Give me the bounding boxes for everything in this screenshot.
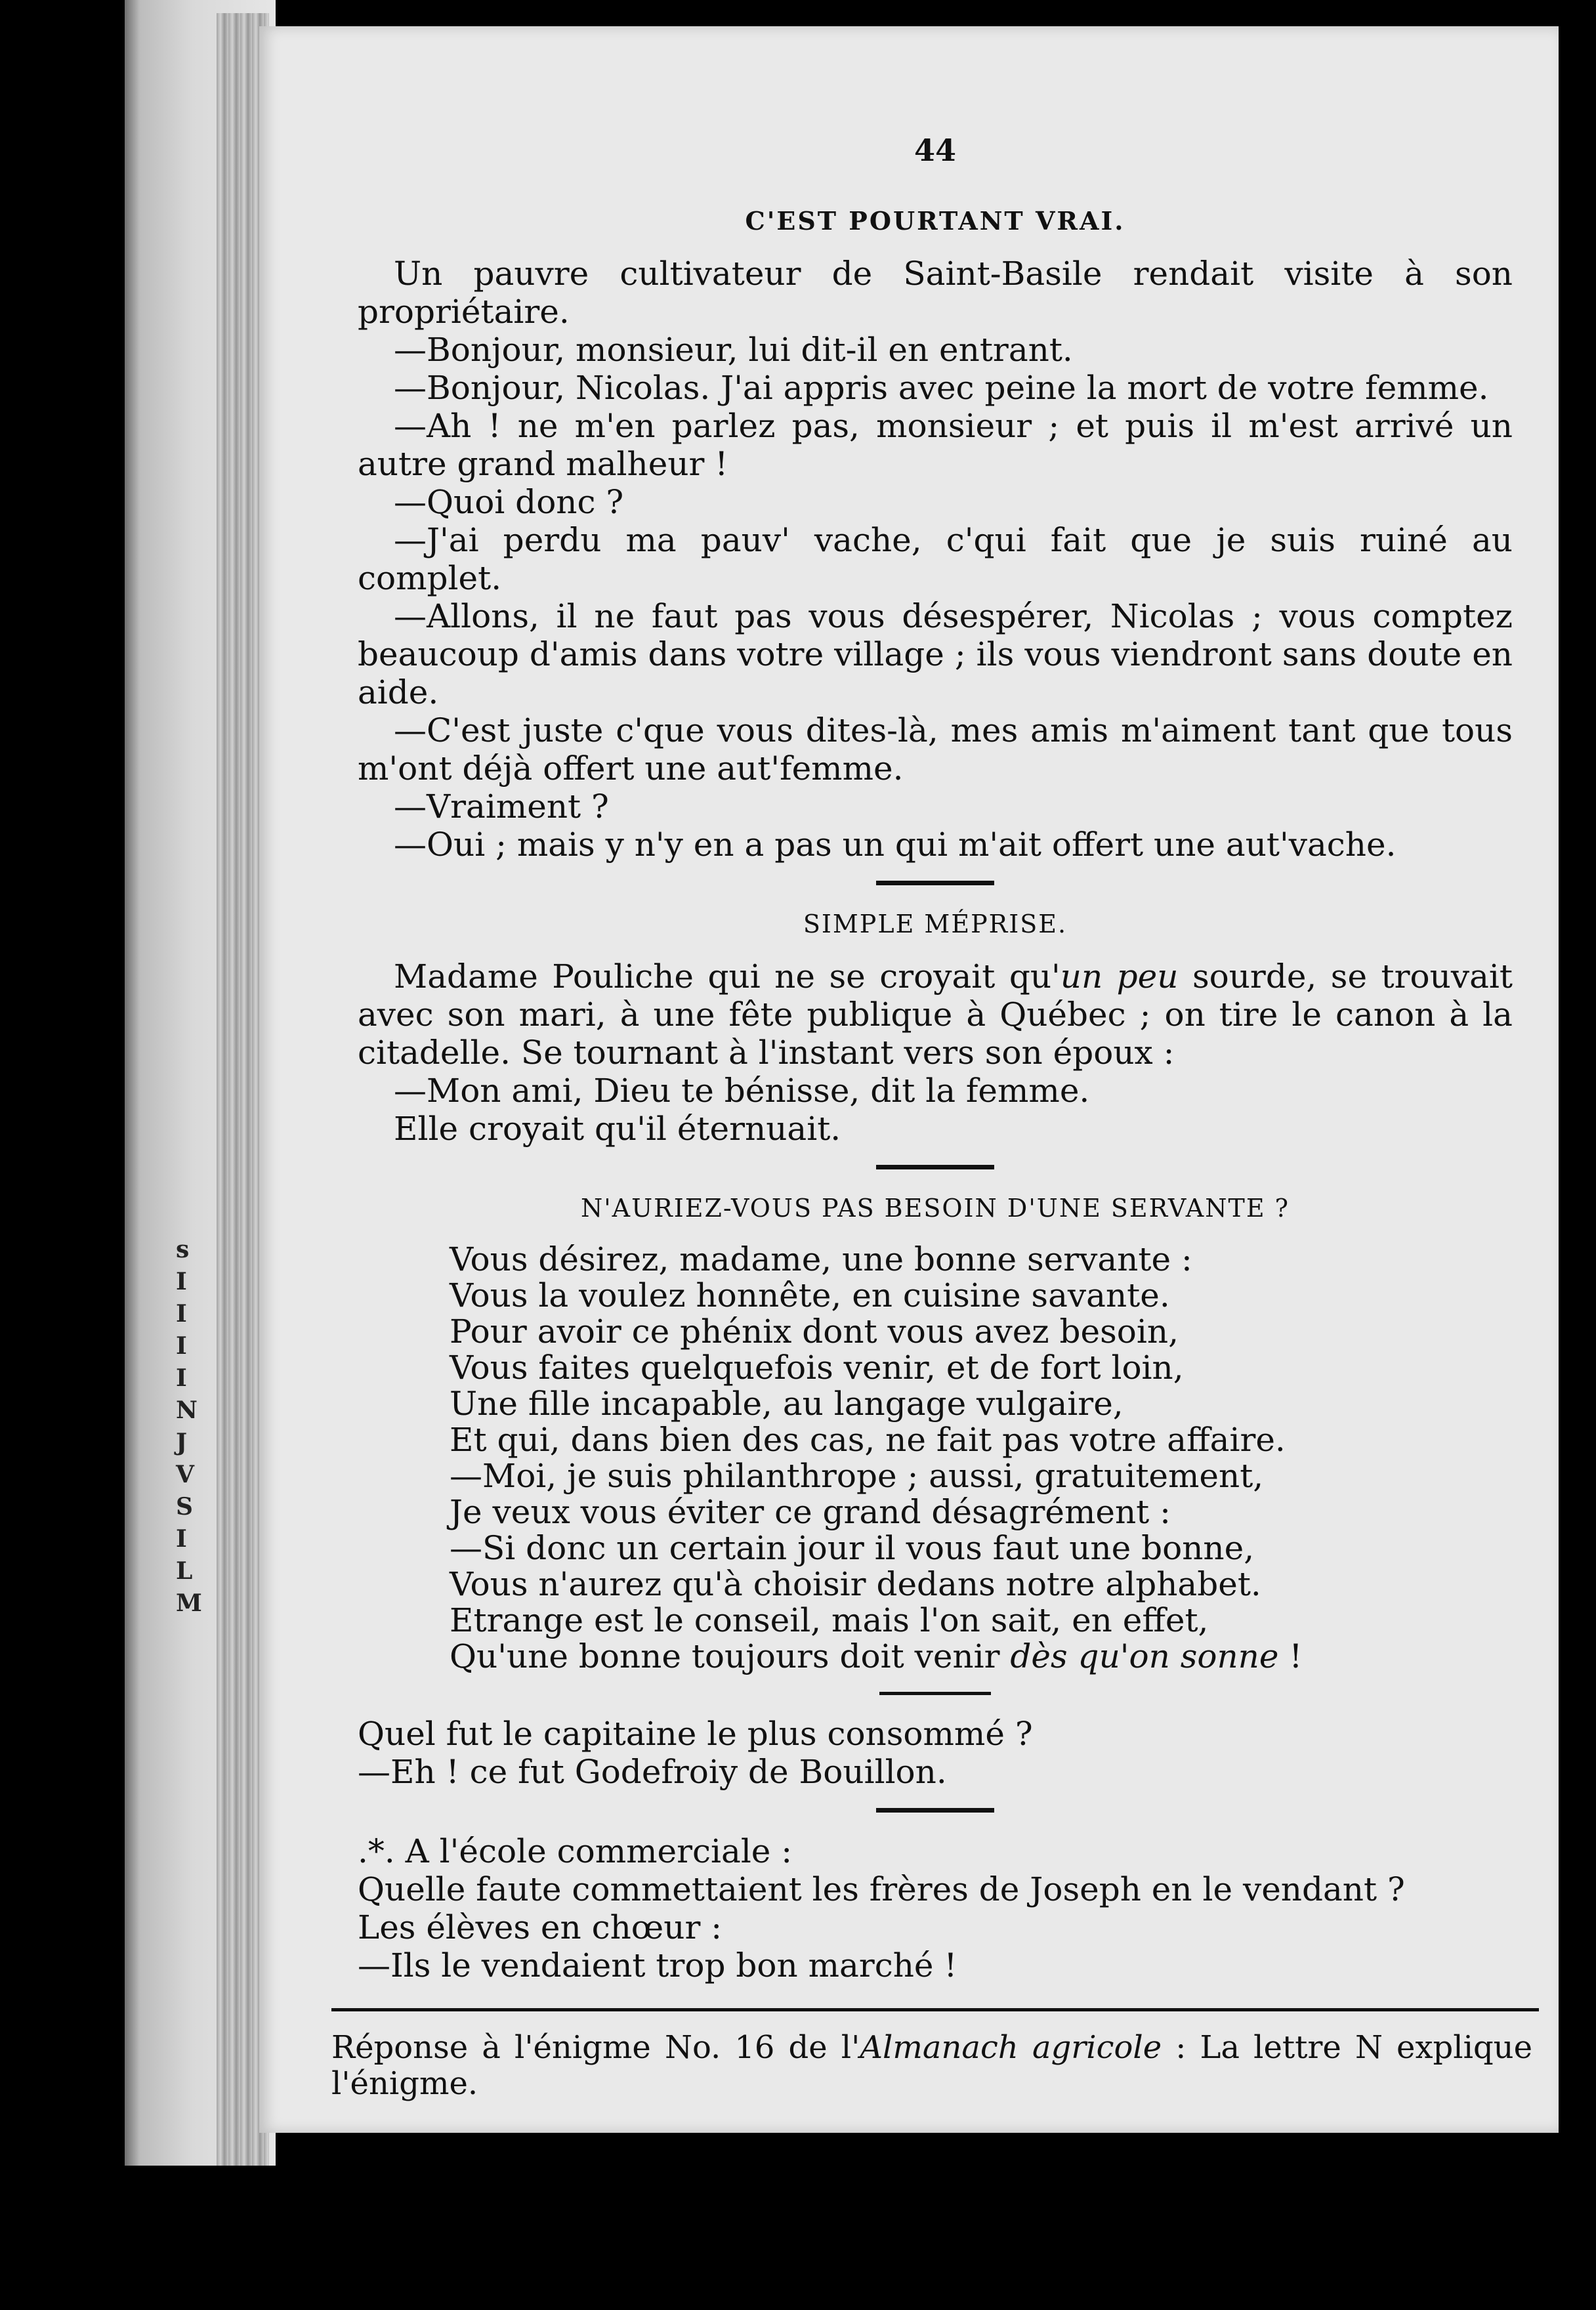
text-run: Réponse à l'énigme No. 16 de l': [331, 2029, 860, 2066]
gutter-letter: I: [176, 1268, 187, 1295]
gutter-letter: V: [176, 1461, 194, 1488]
paragraph: —Vraiment ?: [394, 788, 609, 826]
poem-line: Etrange est le conseil, mais l'on sait, en effet,: [450, 1601, 1209, 1639]
gutter-letter: M: [176, 1589, 202, 1617]
paragraph: Elle croyait qu'il éternuait.: [394, 1110, 841, 1148]
poem-line: [450, 1639, 1513, 1675]
poem: [450, 1242, 1513, 1675]
gutter-letter: J: [176, 1429, 188, 1456]
section-title-servante: N'AURIEZ-VOUS PAS BESOIN D'UNE SERVANTE ?: [580, 1194, 1290, 1223]
gutter-letter: S: [176, 1493, 193, 1521]
section-divider: [876, 1808, 994, 1813]
poem-line: Je veux vous éviter ce grand désagrément :: [450, 1493, 1171, 1531]
anecdote-line: Les élèves en chœur :: [358, 1908, 723, 1946]
anecdote-line: —Ils le vendaient trop bon marché !: [358, 1946, 957, 1984]
gutter-letter: I: [176, 1332, 187, 1360]
poem-line: Pour avoir ce phénix dont vous avez besoin,: [450, 1312, 1179, 1351]
poem-line: Et qui, dans bien des cas, ne fait pas votre affaire.: [450, 1421, 1286, 1459]
text-run: : La lettre N explique l'énigme.: [331, 2029, 1533, 2102]
paragraph: —Mon ami, Dieu te bénisse, dit la femme.: [394, 1072, 1090, 1110]
poem-line: Vous la voulez honnête, en cuisine savante.: [450, 1276, 1170, 1314]
paragraph: —Allons, il ne faut pas vous désespérer, Nicolas ; vous comptez beaucoup d'amis dans votre village ; ils vous viendront sans doute en aide.: [358, 597, 1513, 711]
gutter-letter: N: [176, 1396, 198, 1424]
paragraph: —Quoi donc ?: [394, 483, 624, 521]
book-page: [259, 26, 1559, 2133]
gutter-letter: I: [176, 1300, 187, 1328]
paragraph: [358, 957, 1513, 1072]
footnote: [331, 2030, 1532, 2102]
riddle-answer: —Eh ! ce fut Godefroiy de Bouillon.: [358, 1753, 947, 1791]
paragraph: —J'ai perdu ma pauv' vache, c'qui fait que je suis ruiné au complet.: [358, 521, 1513, 597]
gutter-letter: I: [176, 1525, 187, 1553]
text-run: Madame Pouliche qui ne se croyait qu': [394, 957, 1060, 996]
page-number: 44: [914, 133, 956, 168]
italic-text: Almanach agricole: [860, 2029, 1162, 2066]
poem-line: —Si donc un certain jour il vous faut une bonne,: [450, 1529, 1255, 1567]
anecdote-line: Quelle faute commettaient les frères de Joseph en le vendant ?: [358, 1870, 1405, 1908]
poem-line: Vous désirez, madame, une bonne servante :: [450, 1240, 1192, 1278]
gutter-letter: s: [176, 1236, 190, 1263]
poem-line: —Moi, je suis philanthrope ; aussi, gratuitement,: [450, 1457, 1264, 1495]
riddle-question: Quel fut le capitaine le plus consommé ?: [358, 1715, 1033, 1753]
paragraph: —Oui ; mais y n'y en a pas un qui m'ait offert une aut'vache.: [394, 826, 1396, 864]
poem-line: Vous faites quelquefois venir, et de fort loin,: [450, 1349, 1184, 1387]
text-run: Qu'une bonne toujours doit venir: [450, 1637, 1011, 1675]
paragraph: —C'est juste c'que vous dites-là, mes amis m'aiment tant que tous m'ont déjà offert une aut'femme.: [358, 711, 1513, 788]
section-divider: [876, 881, 994, 885]
gutter-letter: I: [176, 1364, 187, 1392]
footnote-rule: [331, 2008, 1539, 2011]
section-divider: [876, 1165, 994, 1169]
text-run: sourde, se trouvait avec son mari, à une fête publique à Québec ; on tire le canon à la citadelle. Se tournant à l'instant vers son époux :: [358, 957, 1513, 1072]
gutter-letter: L: [176, 1557, 193, 1585]
poem-line: Une fille incapable, au langage vulgaire,: [450, 1385, 1124, 1423]
paragraph: —Ah ! ne m'en parlez pas, monsieur ; et puis il m'est arrivé un autre grand malheur !: [358, 407, 1513, 483]
paragraph: —Bonjour, Nicolas. J'ai appris avec peine la mort de votre femme.: [394, 369, 1489, 407]
adjacent-page-letters: [176, 1234, 202, 1620]
section-divider: [879, 1692, 991, 1695]
italic-text: un peu: [1060, 957, 1179, 996]
section-title-simple-meprise: SIMPLE MÉPRISE.: [803, 910, 1068, 938]
italic-text: dès qu'on sonne: [1010, 1637, 1279, 1675]
anecdote-line: .*. A l'école commerciale :: [358, 1832, 793, 1870]
page-content: [331, 92, 1533, 2102]
section-title-cest-pourtant-vrai: C'EST POURTANT VRAI.: [745, 206, 1125, 236]
paragraph: —Bonjour, monsieur, lui dit-il en entrant.: [394, 331, 1073, 369]
text-run: !: [1278, 1637, 1303, 1675]
poem-line: Vous n'aurez qu'à choisir dedans notre alphabet.: [450, 1565, 1261, 1603]
paragraph: Un pauvre cultivateur de Saint-Basile rendait visite à son propriétaire.: [358, 255, 1513, 331]
